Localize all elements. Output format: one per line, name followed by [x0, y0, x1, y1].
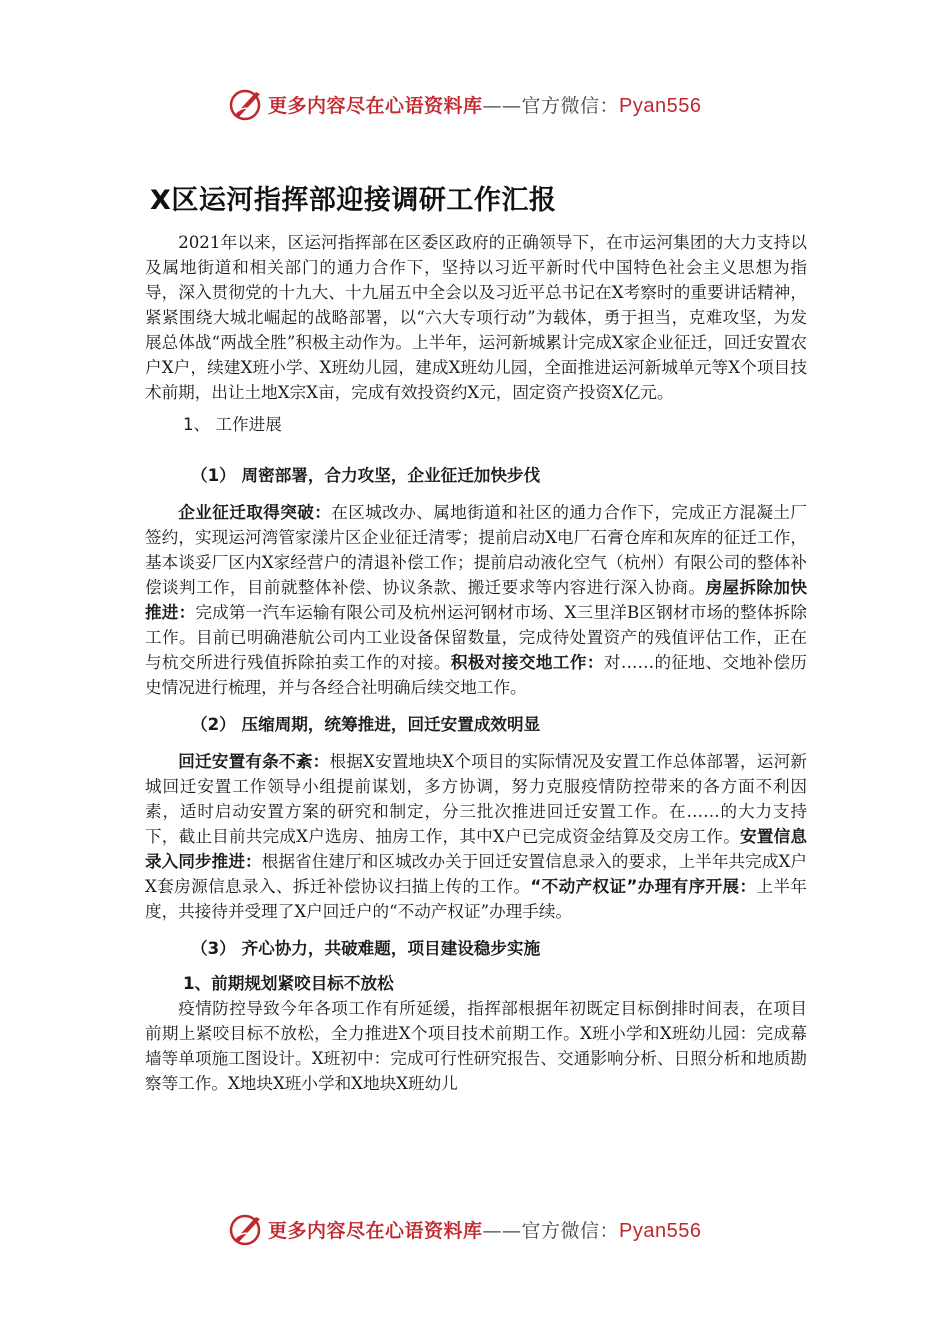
banner-prefix: 更多内容尽在心语资料库: [268, 1219, 483, 1242]
document-body: [145, 230, 807, 1096]
intro-paragraph: 2021年以来，区运河指挥部在区委区政府的正确领导下，在市运河集团的大力支持以及属地街道和相关部门的通力合作下，坚持以习近平新时代中国特色社会主义思想为指导，深入贯彻党的十九大、十九届五中全会以及习近平总书记在X考察时的重要讲话精神，紧紧围绕大城北崛起的战略部署，以“六大专项行动”为载体，勇于担当，克难攻坚，为发展总体战“两战全胜”积极主动作为。上半年，运河新城累计完成X家企业征迁，回迁安置农户X户，续建X班小学、X班幼儿园，建成X班幼儿园，全面推进运河新城单元等X个项目技术前期，出让土地X宗X亩，完成有效投资约X元，固定资产投资X亿元。: [145, 233, 807, 402]
subsection-heading-1: （1） 周密部署，合力攻坚，企业征迁加快步伐: [191, 466, 541, 485]
document-title: X区运河指挥部迎接调研工作汇报: [150, 185, 557, 216]
banner-prefix: 更多内容尽在心语资料库: [268, 94, 483, 117]
subsection-heading-3: （3） 齐心协力，共破难题，项目建设稳步实施: [191, 939, 541, 958]
item-planning-paragraph: 疫情防控导致今年各项工作有所延缓，指挥部根据年初既定目标倒排时间表，在项目前期上紧咬目标不放松，全力推进X个项目技术前期工作。X班小学和X班幼儿园：完成幕墙等单项施工图设计。X班初中：完成可行性研究报告、交通影响分析、日照分析和地质勘察等工作。X地块X班小学和X地块X班幼儿: [145, 999, 807, 1093]
banner-wechat-label: 官方微信：: [521, 94, 620, 117]
pen-circle-logo-icon: [228, 1211, 264, 1247]
banner-wechat-label: 官方微信：: [521, 1219, 620, 1242]
subsection-heading-2: （2） 压缩周期，统筹推进，回迁安置成效明显: [191, 715, 541, 734]
banner-wechat-id: Pyan556: [619, 1219, 702, 1242]
pen-circle-logo-icon: [228, 86, 264, 122]
banner-dash: ——: [482, 1219, 522, 1242]
banner-wechat-id: Pyan556: [619, 94, 702, 117]
banner-dash: ——: [482, 94, 522, 117]
footer-banner: [0, 1209, 950, 1249]
subsection-1-paragraph: 企业征迁取得突破：在区城改办、属地街道和社区的通力合作下，完成正方混凝土厂签约，实现运河湾管家漾片区企业征迁清零；提前启动X电厂石膏仓库和灰库的征迁工作，基本谈妥厂区内X家经营户的清退补偿工作；提前启动液化空气（杭州）有限公司的整体补偿谈判工作，目前就整体补偿、协议条款、搬迁要求等内容进行深入协商。房屋拆除加快推进：完成第一汽车运输有限公司及杭州运河钢材市场、X三里洋B区钢材市场的整体拆除工作。目前已明确港航公司内工业设备保留数量，完成待处置资产的残值评估工作，正在与杭交所进行残值拆除拍卖工作的对接。积极对接交地工作：对……的征地、交地补偿历史情况进行梳理，并与各经合社明确后续交地工作。: [145, 503, 808, 697]
section-heading-progress: 1、 工作进展: [183, 415, 282, 434]
subsection-2-paragraph: 回迁安置有条不紊：根据X安置地块X个项目的实际情况及安置工作总体部署，运河新城回迁安置工作领导小组提前谋划，多方协调，努力克服疫情防控带来的各方面不利因素，适时启动安置方案的研究和制定，分三批次推进回迁安置工作。在……的大力支持下，截止目前共完成X户选房、抽房工作，其中X户已完成资金结算及交房工作。安置信息录入同步推进：根据省住建厅和区城改办关于回迁安置信息录入的要求，上半年共完成X户X套房源信息录入、拆迁补偿协议扫描上传的工作。“不动产权证”办理有序开展：上半年度，共接待并受理了X户回迁户的“不动产权证”办理手续。: [145, 752, 808, 921]
header-banner: [0, 84, 950, 124]
item-heading-planning: 1、前期规划紧咬目标不放松: [183, 974, 394, 993]
